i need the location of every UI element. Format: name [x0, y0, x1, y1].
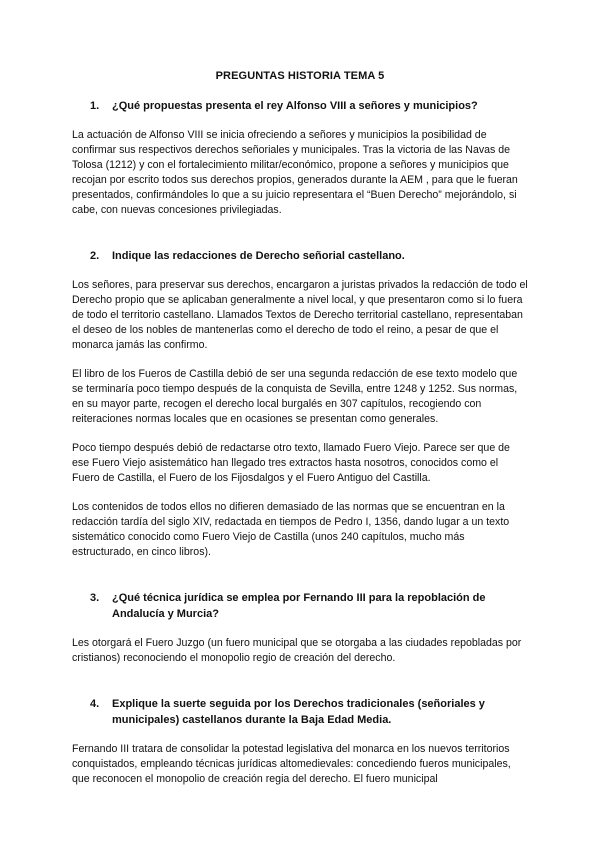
question-text: Explique la suerte seguida por los Derechos tradicionales (señoriales y municipales) castellanos durante la Baja Edad Media.: [112, 698, 485, 726]
question-text: ¿Qué técnica jurídica se emplea por Fernando III para la repoblación de Andalucía y Murcia?: [112, 592, 486, 620]
question-text: ¿Qué propuestas presenta el rey Alfonso VIII a señores y municipios?: [112, 100, 478, 112]
question-number: 2.: [90, 250, 100, 262]
answer-paragraph: Los contenidos de todos ellos no difieren demasiado de las normas que se encuentran en la redacción tardía del siglo XIV, redactada en tiempos de Pedro I, 1356, dando lugar a un texto sistemático conocido como Fuero Viejo de Castilla (unos 240 capítulos, mucho más estructurado, en cinco libros).: [72, 501, 510, 558]
answer-paragraph: Los señores, para preservar sus derechos, encargaron a juristas privados la redacción de todo el Derecho propio que se aplicaban generalmente a nivel local, y que presentaron como si lo fuera de todo el territorio castellano. Llamados Textos de Derecho territorial castellano, representaban el deseo de los nobles de mantenerlas como el derecho de todo el reino, a pesar de que el monarca jamás las confirmo.: [72, 279, 528, 351]
question-2: [72, 248, 528, 264]
question-number: 1.: [90, 100, 100, 112]
answer-paragraph: La actuación de Alfonso VIII se inicia ofreciendo a señores y municipios la posibilidad de confirmar sus respectivos derechos señoriales y municipales. Tras la victoria de las Navas de Tolosa (1212) y con el fortalecimiento militar/económico, propone a señores y municipios que recojan por escrito todos sus derechos propios, generados durante la AEM , para que le fueran presentados, confirmándoles lo que a su juicio representara el “Buen Derecho” mejorándolo, si cabe, con nuevas concesiones privilegiadas.: [72, 129, 518, 216]
document-title: PREGUNTAS HISTORIA TEMA 5: [215, 70, 385, 82]
document-page: [72, 70, 528, 787]
question-text: Indique las redacciones de Derecho señorial castellano.: [112, 250, 405, 262]
answer-paragraph: Les otorgará el Fuero Juzgo (un fuero municipal que se otorgaba a las ciudades repobladas por cristianos) reconociendo el monopolio regio de creación del derecho.: [72, 637, 522, 664]
question-4: [72, 696, 528, 728]
question-number: 4.: [90, 698, 100, 710]
answer-paragraph: El libro de los Fueros de Castilla debió de ser una segunda redacción de ese texto modelo que se terminaría poco tiempo después de la conquista de Sevilla, entre 1248 y 1252. Sus normas, en su mayor parte, recogen el derecho local burgalés en 307 capítulos, recogiendo con reiteraciones normas locales que en ocasiones se presentan como generales.: [72, 368, 518, 425]
question-number: 3.: [90, 592, 100, 604]
question-3: [72, 590, 528, 622]
question-1: [72, 98, 528, 114]
answer-paragraph: Fernando III tratara de consolidar la potestad legislativa del monarca en los nuevos territorios conquistados, empleando técnicas jurídicas altomedievales: concediendo fueros municipales, que reconocen el monopolio de creación regia del derecho. El fuero municipal: [72, 743, 511, 785]
answer-paragraph: Poco tiempo después debió de redactarse otro texto, llamado Fuero Viejo. Parece ser que de ese Fuero Viejo asistemático han llegado tres extractos hasta nosotros, conocidos como el Fuero de Castilla, el Fuero de los Fijosdalgos y el Fuero Antiguo del Castilla.: [72, 442, 510, 484]
